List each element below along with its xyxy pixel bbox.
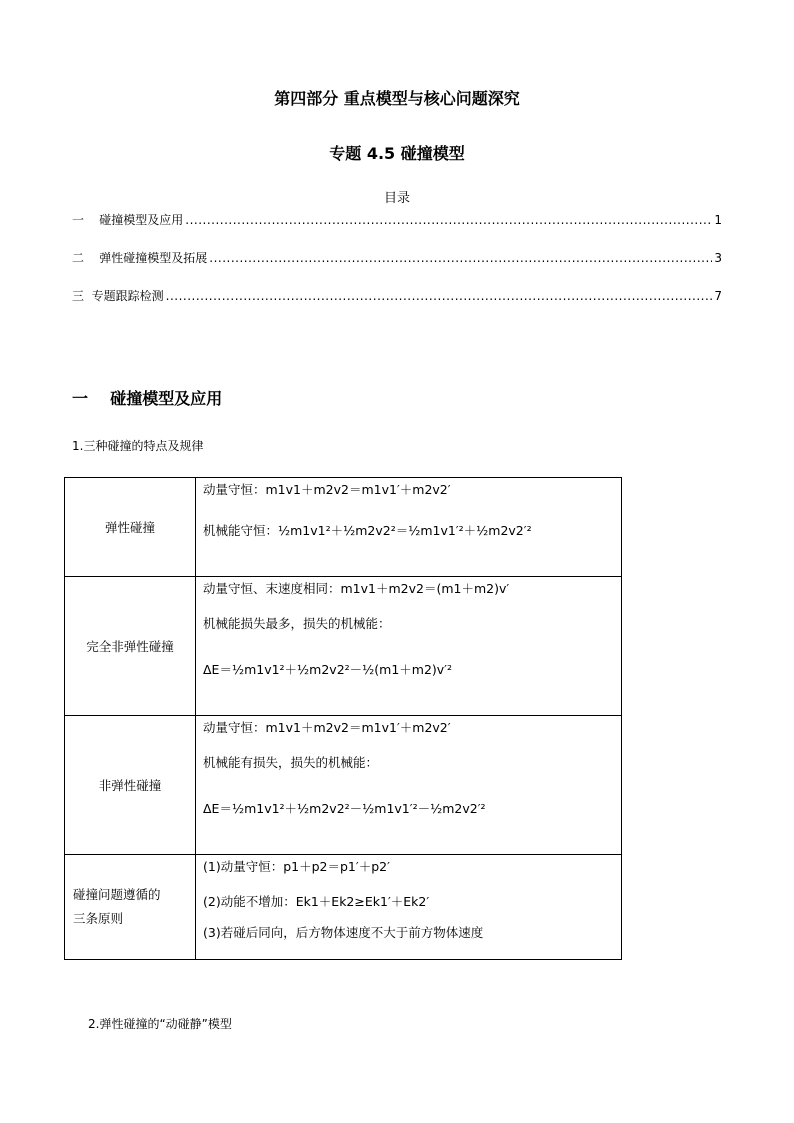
toc-item-number: 三 <box>72 289 92 303</box>
formula-line: 机械能有损失，损失的机械能： <box>203 755 379 770</box>
row-label-line: 三条原则 <box>73 911 124 926</box>
toc-item-2[interactable] <box>72 249 722 266</box>
formula-line: (2)动能不增加：Ek1＋Ek2≥Ek1′＋Ek2′ <box>203 894 430 909</box>
formula-line: 机械能守恒：½m1v1²＋½m2v2²＝½m1v1′²＋½m2v2′² <box>203 523 532 538</box>
table-row <box>65 577 622 716</box>
table-row <box>65 716 622 855</box>
formula-line: 动量守恒：m1v1＋m2v2＝m1v1′＋m2v2′ <box>203 720 451 735</box>
row-label: 完全非弹性碰撞 <box>65 577 196 716</box>
row-content <box>196 855 622 960</box>
toc-item-page: 1 <box>714 213 722 227</box>
toc-item-label: 专题跟踪检测 <box>91 289 164 303</box>
table-row <box>65 478 622 577</box>
collision-rules-table <box>64 477 622 960</box>
toc-leader <box>166 289 713 303</box>
row-content <box>196 478 622 577</box>
row-label: 弹性碰撞 <box>65 478 196 577</box>
formula-line: ΔE＝½m1v1²＋½m2v2²－½(m1＋m2)v′² <box>203 662 453 677</box>
table-row <box>65 855 622 960</box>
formula-line: 动量守恒：m1v1＋m2v2＝m1v1′＋m2v2′ <box>203 482 451 497</box>
toc-item-3[interactable] <box>72 287 722 304</box>
formula-line: 动量守恒、末速度相同：m1v1＋m2v2＝(m1＋m2)v′ <box>203 581 510 596</box>
formula-line: 机械能损失最多，损失的机械能： <box>203 616 391 631</box>
row-label: 非弹性碰撞 <box>65 716 196 855</box>
toc-item-number: 一 <box>72 213 100 227</box>
topic-title: 专题 4.5 碰撞模型 <box>329 144 465 163</box>
row-content <box>196 716 622 855</box>
row-label <box>65 855 196 960</box>
formula-line: ΔE＝½m1v1²＋½m2v2²－½m1v1′²－½m2v2′² <box>203 801 486 816</box>
row-label-line: 碰撞问题遵循的 <box>73 887 161 902</box>
toc-item-label: 弹性碰撞模型及拓展 <box>99 251 208 265</box>
toc-item-label: 碰撞模型及应用 <box>99 213 184 227</box>
toc-heading: 目录 <box>383 191 410 206</box>
row-content <box>196 577 622 716</box>
formula-line: (1)动量守恒：p1＋p2＝p1′＋p2′ <box>203 859 390 874</box>
formula-line: (3)若碰后同向，后方物体速度不大于前方物体速度 <box>203 925 484 940</box>
part-title: 第四部分 重点模型与核心问题深究 <box>274 89 520 108</box>
toc-leader <box>185 213 712 227</box>
toc-item-1[interactable] <box>72 211 722 228</box>
subsection-title: 1.三种碰撞的特点及规律 <box>72 439 204 453</box>
toc-item-number: 二 <box>72 251 100 265</box>
toc-item-page: 7 <box>714 289 722 303</box>
section-heading: 一 碰撞模型及应用 <box>72 389 223 408</box>
subsection-title: 2.弹性碰撞的“动碰静”模型 <box>88 1017 232 1031</box>
toc-leader <box>209 251 712 265</box>
toc-item-page: 3 <box>714 251 722 265</box>
